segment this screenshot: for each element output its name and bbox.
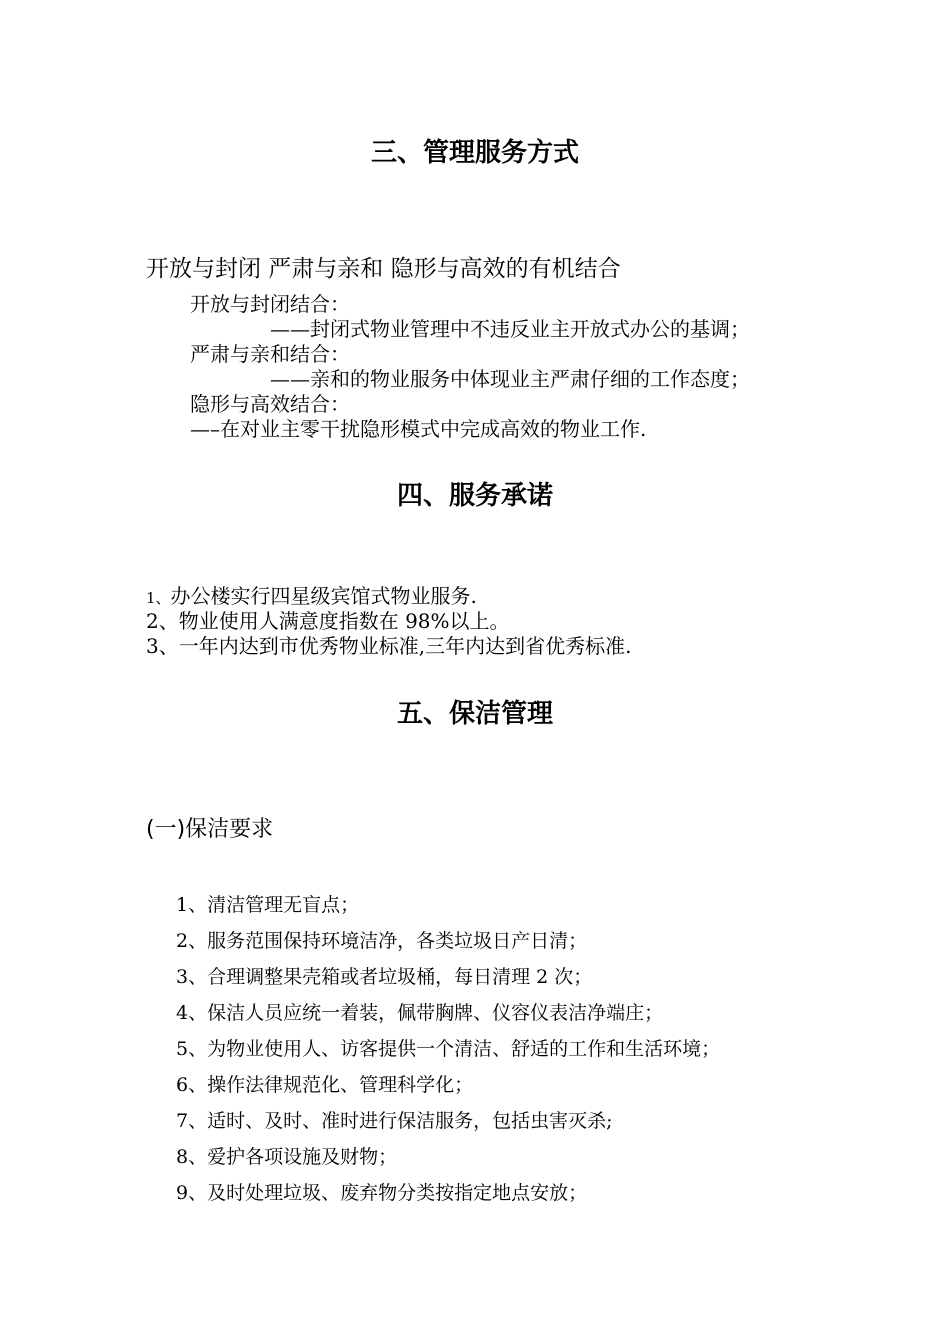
section-4-heading: 四、服务承诺 bbox=[396, 481, 553, 511]
section-5-heading: 五、保洁管理 bbox=[396, 699, 553, 729]
section-3-subheading: 开放与封闭 严肃与亲和 隐形与高效的有机结合 bbox=[146, 256, 621, 282]
promise-item-1 bbox=[146, 583, 477, 611]
principle-3-desc: —–在对业主零干扰隐形模式中完成高效的物业工作. bbox=[190, 417, 647, 441]
principle-1-title: 开放与封闭结合： bbox=[190, 292, 350, 316]
promise-item-2: 2、物业使用人满意度指数在 98%以上。 bbox=[146, 609, 510, 633]
principle-2-title: 严肃与亲和结合： bbox=[190, 342, 350, 366]
section-5-subheading: (一)保洁要求 bbox=[146, 817, 274, 842]
cleaning-requirement-3: 3、合理调整果壳箱或者垃圾桶，每日清理 2 次； bbox=[176, 966, 593, 988]
cleaning-requirement-6: 6、操作法律规范化、管理科学化； bbox=[176, 1074, 474, 1096]
cleaning-requirement-7: 7、适时、及时、准时进行保洁服务，包括虫害灭杀; bbox=[176, 1110, 613, 1132]
cleaning-requirement-8: 8、爱护各项设施及财物； bbox=[176, 1146, 398, 1168]
promise-item-1-text: 办公楼实行四星级宾馆式物业服务. bbox=[170, 584, 477, 608]
cleaning-requirement-5: 5、为物业使用人、访客提供一个清洁、舒适的工作和生活环境； bbox=[176, 1038, 721, 1060]
cleaning-requirement-1: 1、清洁管理无盲点； bbox=[176, 894, 360, 916]
principle-2-desc: ——亲和的物业服务中体现业主严肃仔细的工作态度； bbox=[270, 367, 750, 391]
promise-item-3: 3、一年内达到市优秀物业标准,三年内达到省优秀标准. bbox=[146, 634, 632, 658]
cleaning-requirement-4: 4、保洁人员应统一着装，佩带胸牌、仪容仪表洁净端庄； bbox=[176, 1002, 664, 1024]
principle-3-title: 隐形与高效结合： bbox=[190, 392, 350, 416]
promise-item-1-number: 1、 bbox=[146, 589, 171, 607]
principle-1-desc: ——封闭式物业管理中不违反业主开放式办公的基调； bbox=[270, 317, 750, 341]
cleaning-requirement-9: 9、及时处理垃圾、废弃物分类按指定地点安放； bbox=[176, 1182, 588, 1204]
cleaning-requirement-2: 2、服务范围保持环境洁净，各类垃圾日产日清； bbox=[176, 930, 588, 952]
section-3-heading: 三、管理服务方式 bbox=[370, 138, 579, 168]
